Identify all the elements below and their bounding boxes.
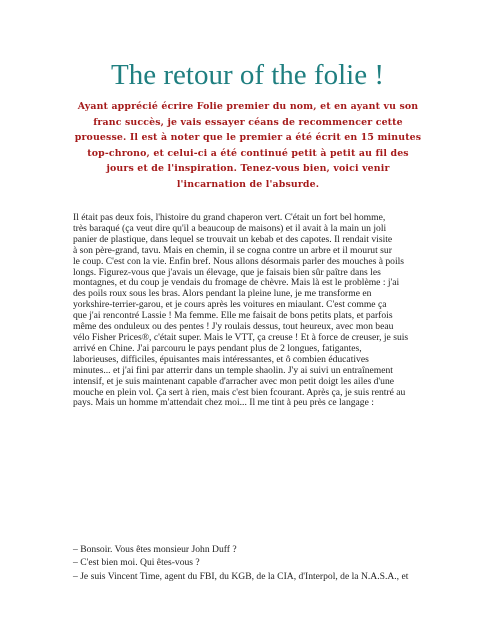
body-line: que j'ai rencontré Lassie ! Ma femme. Elle me faisait de bons petits plats, et parfois (73, 310, 393, 322)
dialog-section (73, 543, 433, 583)
body-line: des poils roux sous les bras. Alors pendant la pleine lune, je me transforme en (73, 288, 372, 300)
body-line: vélo Fisher Prices®, c'était super. Mais le VTT, ça creuse ! Et à force de creuser, je suis (73, 331, 409, 343)
body-line: très baraqué (ça veut dire qu'il a beaucoup de maisons) et il avait à la main un joli (73, 222, 387, 234)
body-paragraph (73, 213, 425, 409)
dialog-line: – Je suis Vincent Time, agent du FBI, du KGB, de la CIA, d'Interpol, de la N.A.S.A., et (73, 570, 409, 582)
body-line: yorkshire-terrier-garou, et je cours après les voitures en miaulant. C'est comme ça (73, 299, 387, 311)
body-line: mouche en plein vol. Ça sert à rien, mais c'est bien fcourant. Après ça, je suis rentré au (73, 386, 406, 398)
intro-paragraph: Ayant apprécié écrire Folie premier du nom, et en ayant vu son franc succès, je vais essayer céans de recommencer cette prouesse. Il est à noter que le premier a été écrit en 15 minutes top-chrono, et celui-ci a été continué petit à petit au fil des jours et de l'inspiration. Tenez-vous bien, voici venir l'incarnation de l'absurde. (74, 101, 422, 190)
body-line: arrivé en Chine. J'ai parcouru le pays pendant plus de 2 longues, fatigantes, (73, 342, 362, 354)
body-line: pays. Mais un homme m'attendait chez moi... Il me tint à peu près ce langage : (73, 397, 374, 409)
dialog-line: – C'est bien moi. Qui êtes-vous ? (73, 557, 200, 569)
dialog-line: – Bonsoir. Vous êtes monsieur John Duff ? (73, 544, 237, 555)
body-line: montagnes, et du coup je vendais du fromage de chèvre. Mais là est le problème : j'ai (73, 277, 400, 289)
body-line: à son père-grand, tavu. Mais en chemin, il se cogna contre un arbre et il mourut sur (73, 244, 392, 256)
body-line: minutes... et j'ai fini par atterrir dans un temple shaolin. J'y ai suivi un entraînement (73, 364, 393, 376)
body-line: intensif, et je suis maintenant capable d'arracher avec mon petit doigt les ailes d'une (73, 375, 395, 387)
body-line: panier de plastique, dans lequel se trouvait un kebab et des capotes. Il rendait visite (73, 233, 393, 245)
body-line: longs. Figurez-vous que j'avais un élevage, que je faisais bien sûr paître dans les (73, 266, 381, 278)
body-line: le coup. C'est con la vie. Enfin bref. Nous allons désormais parler des mouches à poils (73, 255, 405, 267)
body-line: Il était pas deux fois, l'histoire du grand chaperon vert. C'était un fort bel homme, (73, 212, 386, 223)
document-title: The retour of the folie ! (111, 59, 384, 91)
body-line: même des onduleux ou des pentes ! J'y roulais dessus, tout heureux, avec mon beau (73, 321, 394, 333)
body-line: laborieuses, difficiles, épuisantes mais intéressantes, et ô combien éducatives (73, 353, 369, 365)
